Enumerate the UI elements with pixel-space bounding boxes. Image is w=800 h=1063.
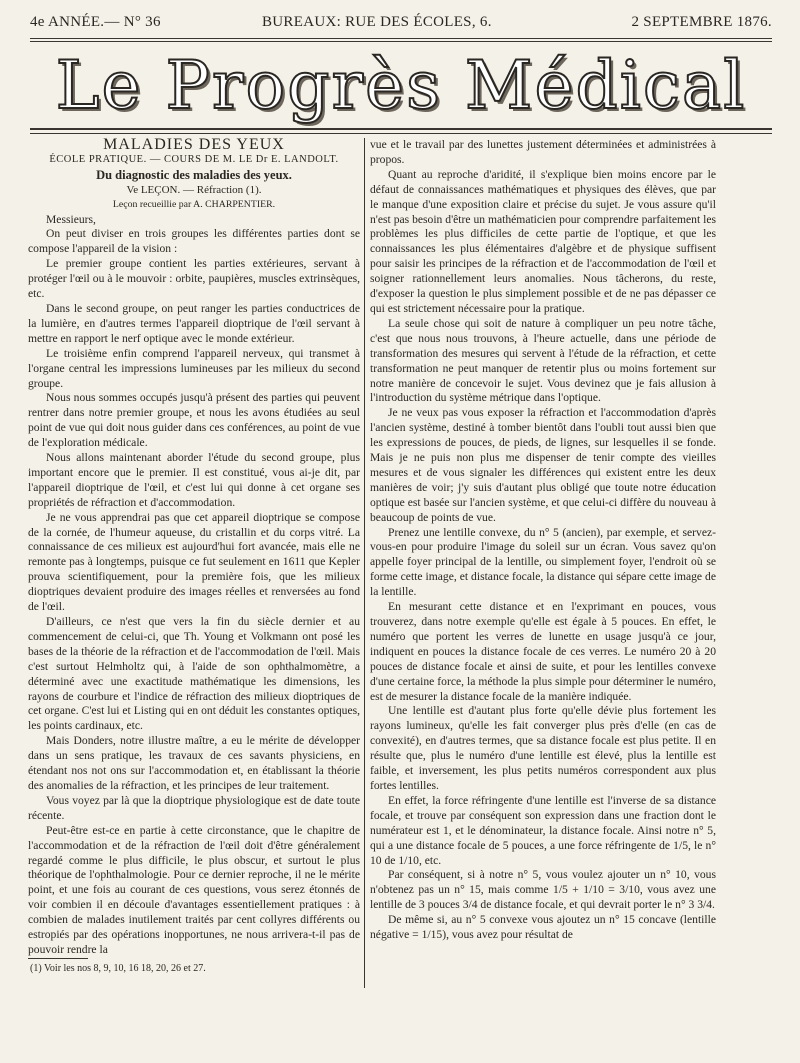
paragraph: En effet, la force réfringente d'une lentille est l'inverse de sa distance focale, et trouve par conséquent son expression dans une fraction dont le numérateur est 1, et le dénominateur, la distance focale. Ainsi notre n° 5, qui a une distance focale de 5 pouces, a une force réfringente de 1/5, le n° 10 de 1/10, etc.: [370, 793, 716, 867]
footnote-rule: [28, 958, 88, 959]
column-divider: [364, 138, 365, 988]
paragraph: Nous allons maintenant aborder l'étude du second groupe, plus important encore que le premier. Il est constitué, vous ai-je dit, par l'appareil dioptrique de l'œil, et c'est lui qui donne à cet organe ses propriétés de réfraction et d'accommodation.: [28, 451, 360, 509]
paragraph: Le premier groupe contient les parties extérieures, servant à protéger l'œil ou à le mouvoir : orbite, paupières, muscles extrinsèques, etc.: [28, 257, 360, 301]
article-title: Du diagnostic des maladies des yeux.: [96, 167, 292, 182]
paragraph: Nous nous sommes occupés jusqu'à présent des parties qui peuvent rentrer dans notre premier groupe, et nous les avons étudiées au seul point de vue qui doit nous guider dans ces conférences, au point de vue de l'exploration médicale.: [28, 391, 360, 450]
paragraph: Je ne veux pas vous exposer la réfraction et l'accommodation d'après l'ancien système, destiné à tomber bientôt dans l'oubli tout aussi bien que les expressions de pouces, de pieds, de lignes, sur lesquelles il se fonde. Mais je ne puis non plus me dispenser de tenir compte des vieilles mesures et de vous signaler les différences qui existent entre les deux manières de voir; j'y suis d'autant plus obligé que toute notre éducation optique est basée sur l'ancien système, et que celui-ci diffère du nouveau à beaucoup de points de vue.: [370, 406, 716, 524]
right-column: [370, 138, 716, 1053]
section-heading: MALADIES DES YEUX: [103, 138, 285, 153]
paragraph: Mais Donders, notre illustre maître, a eu le mérite de développer dans un sens pratique, les travaux de ces savants physiciens, en étendant nos not ons sur l'accommodation et, en établissant la théorie des anomalies de la réfraction, et les principes de leur traitement.: [28, 734, 360, 792]
office-address: BUREAUX: RUE DES ÉCOLES, 6.: [262, 14, 492, 30]
paragraph: En mesurant cette distance et en l'exprimant en pouces, vous trouverez, dans notre exemple qu'elle est égale à 5 pouces. En effet, le numéro que portent les verres de lunette en usage jusqu'à ce jour, indiquent en pouces la distance focale de ces verres. Le numéro 20 à 20 pouces de distance focale et ainsi de suite, et pour les lentilles convexe d'une certaine force, la méthode la plus simple pour déterminer le numéro, est de mesurer la distance focale de la manière indiquée.: [370, 600, 716, 703]
paragraph: D'ailleurs, ce n'est que vers la fin du siècle dernier et au commencement de celui-ci, que Th. Young et Volkmann ont posé les bases de la théorie de la réfraction et de l'accommodation de l'œil. Mais c'est surtout Helmholtz qui, à l'aide de son ophthalmomètre, a déterminé avec une exactitude mathématique les dimensions, les rayons de courbure et l'indice de réfraction des milieux dioptriques de cet organe. C'est lui et Listing qui en ont déduit les constantes optiques, les points cardinaux, etc.: [28, 615, 360, 733]
newspaper-title: Le Progrès Médical: [55, 47, 747, 124]
paragraph: Prenez une lentille convexe, du n° 5 (ancien), par exemple, et servez-vous-en pour produire l'image du soleil sur un écran. Vous savez qu'on appelle foyer principal de la lentille, ou simplement foyer, l'endroit où se forme cette image, et distance focale, la distance qui sépare cette image de la lentille.: [370, 525, 716, 599]
paragraph: vue et le travail par des lunettes justement déterminées et administrées à propos.: [370, 138, 716, 166]
paragraph: Le troisième enfin comprend l'appareil nerveux, qui transmet à l'organe central les impressions lumineuses par les milieux du second groupe.: [28, 346, 360, 390]
issue-date: 2 SEPTEMBRE 1876.: [631, 14, 772, 30]
paragraph: Une lentille est d'autant plus forte qu'elle dévie plus fortement les rayons lumineux, qu'elle les fait converger plus près d'elle (en cas de convexité), en d'autres termes, que sa distance focale est plus petite. Il en résulte que, plus le numéro d'une lentille est élevé, plus la lentille est faible, et inversement, les plus petits numéros correspondent aux plus fortes lentilles.: [370, 704, 716, 792]
paragraph: De même si, au n° 5 convexe vous ajoutez un n° 15 concave (lentille négative = 1/15), vous avez pour résultat de: [370, 913, 716, 942]
masthead-line: [30, 14, 772, 36]
paragraph: La seule chose qui soit de nature à compliquer un peu notre tâche, c'est que nous nous trouvons, à l'heure actuelle, dans une période de transformation des mesures qui servent à l'étude de la réfraction, et cette transformation ne peut manquer de retentir plus ou moins fortement sur notre manière de concevoir le sujet. Vous devinez que je fais allusion à l'introduction du système métrique dans l'optique.: [370, 316, 716, 405]
masthead-rule-top: [30, 38, 772, 39]
issue-number: 4e ANNÉE.— N° 36: [30, 14, 161, 30]
footnote: (1) Voir les nos 8, 9, 10, 16 18, 20, 26 et 27.: [30, 963, 206, 974]
paragraph: Dans le second groupe, on peut ranger les parties conductrices de la lumière, en d'autres termes l'appareil dioptrique de l'œil servant à mettre en rapport le nerf optique avec le monde extérieur.: [28, 301, 360, 345]
masthead-rule-top-2: [30, 41, 772, 42]
paragraph: Par conséquent, si à notre n° 5, vous voulez ajouter un n° 10, vous n'obtenez pas un n° 15, mais comme 1/5 + 1/10 = 3/10, vous avez une lentille de 3 pouces 3/4 de distance focale, et qui devrait porter le n° 3 3/4.: [370, 868, 716, 912]
title-rule-thin: [30, 133, 772, 134]
paragraph: Messieurs,: [46, 212, 96, 226]
paragraph: Quant au reproche d'aridité, il s'explique bien moins encore par le défaut de connaissances mathématiques et physiques des élèves, que par le manque d'une exposition claire et précise du sujet. Je vous assure qu'il n'est pas besoin d'être un mathématicien pour comprendre parfaitement les problèmes les plus difficiles de cette partie de l'optique, et que les connaissances les plus élémentaires d'algèbre et de physique suffisent pour saisir les principes de la réfraction et de l'accommodation de l'œil et soigner rationnellement leurs anomalies. Nous tâcherons, du reste, d'exposer la question le plus simplement possible et de ne pas dépasser ce qui est strictement nécessaire pour la pratique.: [370, 167, 716, 315]
paragraph: On peut diviser en trois groupes les différentes parties dont se compose l'appareil de la vision :: [28, 227, 360, 256]
title-rule: [30, 128, 772, 130]
paragraph: Vous voyez par là que la dioptrique physiologique est de date toute récente.: [28, 793, 360, 822]
course-line: ÉCOLE PRATIQUE. — COURS DE M. LE Dr E. LANDOLT.: [49, 153, 339, 165]
paragraph: Peut-être est-ce en partie à cette circonstance, que le chapitre de l'accommodation et de la réfraction de l'œil doit d'être généralement regardé comme le plus difficile, le plus obscur, et surtout le plus théorique de l'ophthalmologie. Pour ce dernier reproche, il ne le mérite point, et une fois au courant de ces questions, vous serez étonnés de voir combien il en découle d'avantages essentiellement pratiques : à combien de malades inutilement traités par cent collyres différents ou estropiés par des opérations inopportunes, ne nous arrivera-t-il pas de pouvoir rendre la: [28, 823, 360, 956]
lesson-line: Ve LEÇON. — Réfraction (1).: [126, 183, 262, 196]
collected-by: Leçon recueillie par A. CHARPENTIER.: [112, 198, 276, 210]
paragraph: Je ne vous apprendrai pas que cet appareil dioptrique se compose de la cornée, de l'humeur aqueuse, du cristallin et du corps vitré. La connaissance de ces milieux est aujourd'hui fort avancée, mais elle ne remonte pas à longtemps, puisque ce fut seulement en 1611 que Kepler prouva scientifiquement, pour la première fois, que les milieux dioptriques devaient produire des images réelles et renversées au fond de l'œil.: [28, 510, 360, 614]
left-column: [28, 138, 360, 988]
